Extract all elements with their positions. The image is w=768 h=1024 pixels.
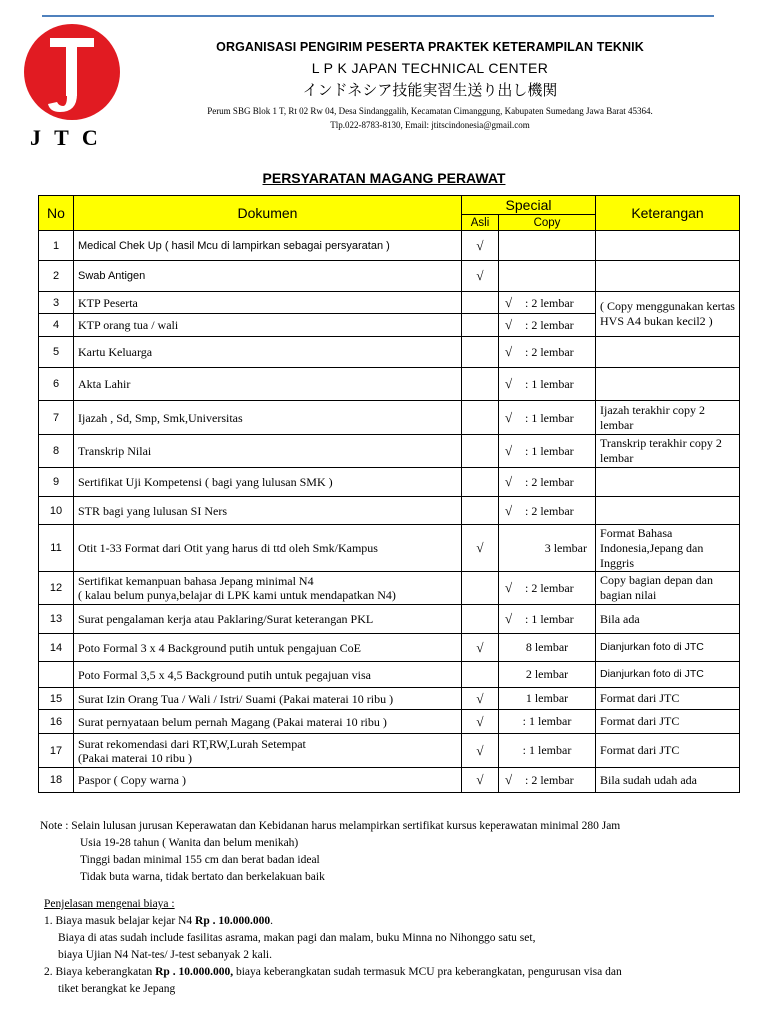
- check-mark: √: [462, 231, 499, 261]
- check-mark: [462, 314, 499, 337]
- check-mark: [462, 605, 499, 634]
- cost-heading: Penjelasan mengenai biaya :: [44, 898, 175, 910]
- table-row: 13 Surat pengalaman kerja atau Paklaring/Surat keterangan PKL √ : 1 lembar Bila ada: [39, 605, 740, 634]
- check-mark: √: [505, 502, 513, 518]
- header-special: Special: [462, 196, 596, 215]
- table-row: 4 KTP orang tua / wali √ : 2 lembar: [39, 314, 740, 337]
- check-mark: [462, 401, 499, 435]
- table-row: 7 Ijazah , Sd, Smp, Smk,Universitas √ : 1 lembar Ijazah terakhir copy 2 lembar: [39, 401, 740, 435]
- table-row: 15 Surat Izin Orang Tua / Wali / Istri/ Suami (Pakai materai 10 ribu ) √ 1 lembar Format dari JTC: [39, 688, 740, 710]
- table-row: 16 Surat pernyataan belum pernah Magang (Pakai materai 10 ribu ) √ : 1 lembar Format dari JTC: [39, 710, 740, 734]
- cost-item-2: 2. Biaya keberangkatan Rp . 10.000.000, biaya keberangkatan sudah termasuk MCU pra keberangkatan, pengurusan visa dan: [44, 966, 622, 978]
- note-line: Usia 19-28 tahun ( Wanita dan belum menikah): [80, 837, 299, 849]
- cost-detail-line: Biaya di atas sudah include fasilitas asrama, makan pagi dan malam, buku Minna no Nihonggo satu set,: [58, 932, 536, 944]
- table-row: 10 STR bagi yang lulusan SI Ners √ : 2 lembar: [39, 497, 740, 525]
- check-mark: [462, 337, 499, 368]
- check-mark: √: [505, 443, 513, 458]
- check-mark: √: [505, 474, 513, 489]
- table-row: 18 Paspor ( Copy warna ) √ √ : 2 lembar Bila sudah udah ada: [39, 768, 740, 793]
- org-subtitle: ORGANISASI PENGIRIM PESERTA PRAKTEK KETERAMPILAN TEKNIK: [216, 40, 644, 54]
- check-mark: √: [462, 710, 499, 734]
- check-mark: [462, 292, 499, 314]
- table-row: 2 Swab Antigen √: [39, 261, 740, 292]
- check-mark: √: [505, 376, 513, 391]
- jtc-logo: [20, 24, 124, 154]
- table-row: Poto Formal 3,5 x 4,5 Background putih untuk pegajuan visa 2 lembar Dianjurkan foto di JTC: [39, 662, 740, 688]
- note-line: Tidak buta warna, tidak bertato dan berkelakuan baik: [80, 871, 325, 883]
- merged-note-cell: ( Copy menggunakan kertas HVS A4 bukan kecil2 ): [596, 292, 740, 337]
- table-row: 6 Akta Lahir √ : 1 lembar: [39, 368, 740, 401]
- cost-amount: Rp . 10.000.000,: [155, 966, 234, 978]
- table-row: 14 Poto Formal 3 x 4 Background putih untuk pengajuan CoE √ 8 lembar Dianjurkan foto di JTC: [39, 634, 740, 662]
- cost-detail-line: tiket berangkat ke Jepang: [58, 983, 176, 995]
- header-dokumen: Dokumen: [74, 196, 462, 231]
- table-row: 8 Transkrip Nilai √ : 1 lembar Transkrip terakhir copy 2 lembar: [39, 435, 740, 468]
- check-mark: [462, 497, 499, 525]
- cost-amount: Rp . 10.000.000: [195, 915, 271, 927]
- org-name: L P K JAPAN TECHNICAL CENTER: [311, 60, 549, 76]
- org-contact: Tlp.022-8783-8130, Email: jtitscindonesia@gmail.com: [330, 120, 530, 130]
- note-line: Tinggi badan minimal 155 cm dan berat badan ideal: [80, 854, 320, 866]
- check-mark: √: [505, 772, 513, 787]
- document-title: PERSYARATAN MAGANG PERAWAT: [262, 170, 506, 186]
- table-row: 5 Kartu Keluarga √ : 2 lembar: [39, 337, 740, 368]
- check-mark: [462, 572, 499, 605]
- check-mark: √: [505, 580, 513, 595]
- check-mark: √: [462, 634, 499, 662]
- header-copy: Copy: [499, 215, 596, 231]
- header-divider-line: [42, 15, 714, 17]
- check-mark: √: [462, 261, 499, 292]
- check-mark: √: [462, 734, 499, 768]
- check-mark: [462, 435, 499, 468]
- check-mark: √: [505, 294, 513, 310]
- org-address: Perum SBG Blok 1 T, Rt 02 Rw 04, Desa Sindanggalih, Kecamatan Cimanggung, Kabupaten Sumedang Jawa Barat 45364.: [207, 106, 653, 116]
- requirements-table: [38, 195, 740, 793]
- logo-text: J T C: [30, 125, 102, 150]
- header-keterangan: Keterangan: [596, 196, 740, 231]
- check-mark: √: [505, 409, 513, 425]
- check-mark: [462, 368, 499, 401]
- cost-detail-line: biaya Ujian N4 Nat-tes/ J-test sebanyak 2 kali.: [58, 949, 272, 961]
- header-asli: Asli: [462, 215, 499, 231]
- table-row: 1 Medical Chek Up ( hasil Mcu di lampirkan sebagai persyaratan ) √: [39, 231, 740, 261]
- table-row: 9 Sertifikat Uji Kompetensi ( bagi yang lulusan SMK ) √ : 2 lembar: [39, 468, 740, 497]
- table-row: 17 Surat rekomendasi dari RT,RW,Lurah Setempat (Pakai materai 10 ribu ) √ : 1 lembar Format dari JTC: [39, 734, 740, 768]
- table-row: 3 KTP Peserta √ : 2 lembar ( Copy menggunakan kertas HVS A4 bukan kecil2 ): [39, 292, 740, 314]
- notes-section: [40, 818, 740, 886]
- org-name-japanese: インドネシア技能実習生送り出し機関: [302, 81, 558, 99]
- check-mark: √: [462, 768, 499, 793]
- header-no: No: [39, 196, 74, 231]
- check-mark: √: [462, 688, 499, 710]
- table-row: 11 Otit 1-33 Format dari Otit yang harus di ttd oleh Smk/Kampus √ 3 lembar Format Bahasa Indonesia,Jepang dan Inggris: [39, 525, 740, 572]
- check-mark: √: [505, 317, 513, 332]
- letterhead: [130, 40, 730, 132]
- table-row: 12 Sertifikat kemanpuan bahasa Jepang minimal N4 ( kalau belum punya,belajar di LPK kami untuk mendapatkan N4) √ : 2 lembar Copy bagian depan dan bagian nilai: [39, 572, 740, 605]
- check-mark: [462, 662, 499, 688]
- cost-explanation: [44, 896, 744, 998]
- check-mark: √: [505, 611, 513, 626]
- check-mark: √: [505, 344, 513, 359]
- check-mark: √: [462, 525, 499, 572]
- check-mark: [462, 468, 499, 497]
- cost-item-1: 1. Biaya masuk belajar kejar N4 Rp . 10.000.000.: [44, 915, 273, 927]
- note-line: Note : Selain lulusan jurusan Keperawatan dan Kebidanan harus melampirkan sertifikat kursus keperawatan minimal 280 Jam: [40, 820, 621, 832]
